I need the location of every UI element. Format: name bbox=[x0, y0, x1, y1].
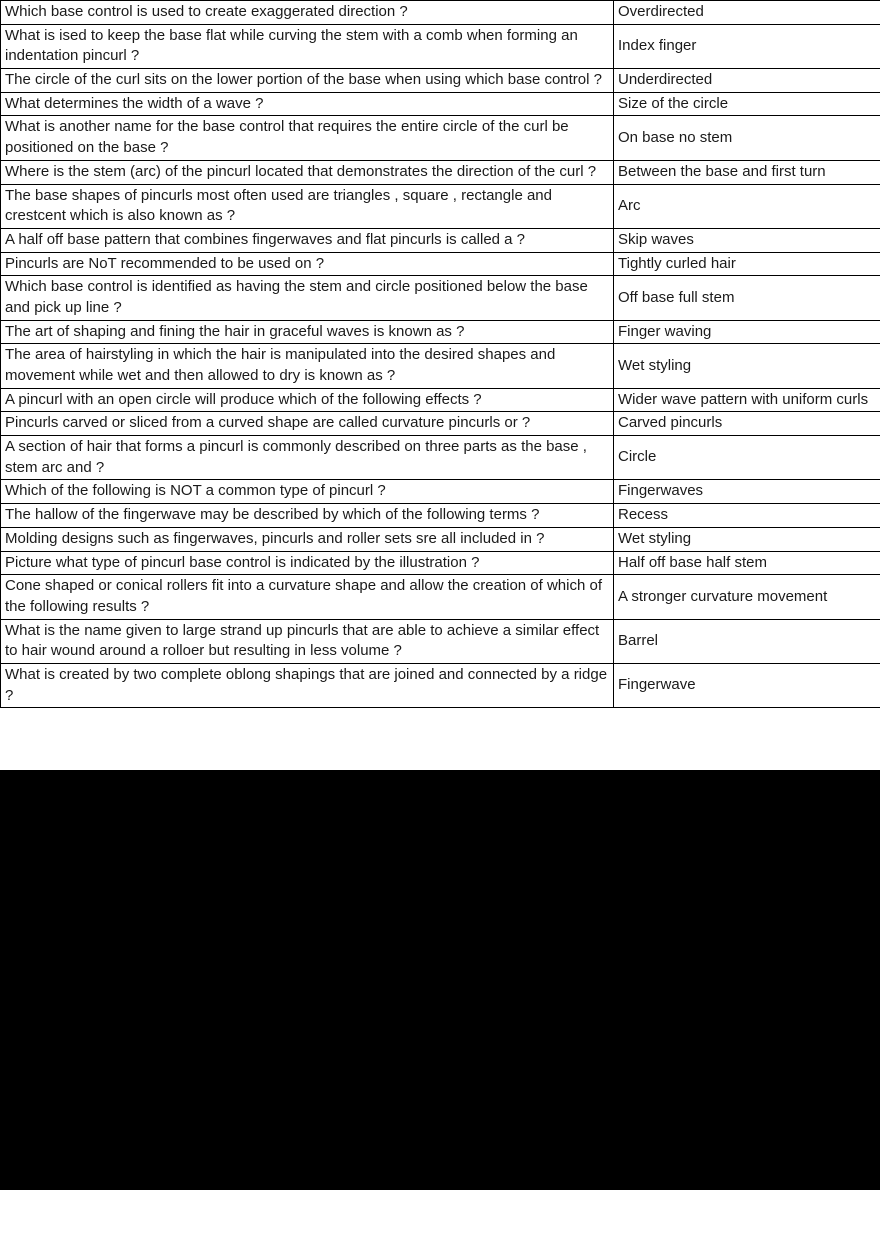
question-cell: Where is the stem (arc) of the pincurl located that demonstrates the direction of the curl ? bbox=[1, 160, 614, 184]
table-row bbox=[1, 252, 880, 276]
answer-cell: Recess bbox=[614, 504, 880, 528]
table-row bbox=[1, 228, 880, 252]
answer-cell: Overdirected bbox=[614, 1, 880, 25]
answer-cell: Skip waves bbox=[614, 228, 880, 252]
answer-cell: Wet styling bbox=[614, 527, 880, 551]
question-cell: Which base control is used to create exaggerated direction ? bbox=[1, 1, 614, 25]
answer-cell: Between the base and first turn bbox=[614, 160, 880, 184]
answer-cell: Circle bbox=[614, 436, 880, 480]
table-row bbox=[1, 527, 880, 551]
question-cell: The hallow of the fingerwave may be described by which of the following terms ? bbox=[1, 504, 614, 528]
table-row bbox=[1, 551, 880, 575]
answer-cell: Half off base half stem bbox=[614, 551, 880, 575]
question-cell: What determines the width of a wave ? bbox=[1, 92, 614, 116]
answer-cell: Off base full stem bbox=[614, 276, 880, 320]
question-cell: The circle of the curl sits on the lower portion of the base when using which base control ? bbox=[1, 69, 614, 93]
answer-cell: Wider wave pattern with uniform curls bbox=[614, 388, 880, 412]
table-row bbox=[1, 320, 880, 344]
question-cell: Which of the following is NOT a common type of pincurl ? bbox=[1, 480, 614, 504]
answer-cell: Tightly curled hair bbox=[614, 252, 880, 276]
answer-cell: Finger waving bbox=[614, 320, 880, 344]
question-cell: A half off base pattern that combines fingerwaves and flat pincurls is called a ? bbox=[1, 228, 614, 252]
question-cell: The art of shaping and fining the hair in graceful waves is known as ? bbox=[1, 320, 614, 344]
qa-table-body bbox=[1, 1, 880, 708]
answer-cell: On base no stem bbox=[614, 116, 880, 160]
answer-cell: Barrel bbox=[614, 619, 880, 663]
table-row bbox=[1, 160, 880, 184]
table-row bbox=[1, 344, 880, 388]
answer-cell: Size of the circle bbox=[614, 92, 880, 116]
answer-cell: Carved pincurls bbox=[614, 412, 880, 436]
table-row bbox=[1, 412, 880, 436]
question-cell: Molding designs such as fingerwaves, pincurls and roller sets sre all included in ? bbox=[1, 527, 614, 551]
answer-cell: A stronger curvature movement bbox=[614, 575, 880, 619]
question-cell: The base shapes of pincurls most often used are triangles , square , rectangle and crestcent which is also known as ? bbox=[1, 184, 614, 228]
question-cell: The area of hairstyling in which the hair is manipulated into the desired shapes and movement while wet and then allowed to dry is known as ? bbox=[1, 344, 614, 388]
table-row bbox=[1, 504, 880, 528]
answer-cell: Arc bbox=[614, 184, 880, 228]
question-cell: Which base control is identified as having the stem and circle positioned below the base and pick up line ? bbox=[1, 276, 614, 320]
answer-cell: Index finger bbox=[614, 24, 880, 68]
question-cell: Pincurls carved or sliced from a curved shape are called curvature pincurls or ? bbox=[1, 412, 614, 436]
table-row bbox=[1, 116, 880, 160]
question-cell: What is another name for the base control that requires the entire circle of the curl be positioned on the base ? bbox=[1, 116, 614, 160]
table-row bbox=[1, 69, 880, 93]
answer-cell: Fingerwaves bbox=[614, 480, 880, 504]
question-cell: Cone shaped or conical rollers fit into a curvature shape and allow the creation of which of the following results ? bbox=[1, 575, 614, 619]
table-row bbox=[1, 92, 880, 116]
table-row bbox=[1, 388, 880, 412]
table-row bbox=[1, 575, 880, 619]
question-cell: What is ised to keep the base flat while curving the stem with a comb when forming an indentation pincurl ? bbox=[1, 24, 614, 68]
question-cell: A section of hair that forms a pincurl is commonly described on three parts as the base , stem arc and ? bbox=[1, 436, 614, 480]
answer-cell: Fingerwave bbox=[614, 663, 880, 707]
table-row bbox=[1, 24, 880, 68]
question-cell: What is created by two complete oblong shapings that are joined and connected by a ridge ? bbox=[1, 663, 614, 707]
table-row bbox=[1, 663, 880, 707]
question-cell: What is the name given to large strand up pincurls that are able to achieve a similar effect to hair wound around a rolloer but resulting in less volume ? bbox=[1, 619, 614, 663]
table-row bbox=[1, 436, 880, 480]
question-cell: Picture what type of pincurl base control is indicated by the illustration ? bbox=[1, 551, 614, 575]
answer-cell: Wet styling bbox=[614, 344, 880, 388]
question-cell: Pincurls are NoT recommended to be used on ? bbox=[1, 252, 614, 276]
table-row bbox=[1, 480, 880, 504]
table-row bbox=[1, 184, 880, 228]
black-area bbox=[0, 770, 880, 1190]
answer-cell: Underdirected bbox=[614, 69, 880, 93]
table-row bbox=[1, 1, 880, 25]
table-row bbox=[1, 619, 880, 663]
question-cell: A pincurl with an open circle will produce which of the following effects ? bbox=[1, 388, 614, 412]
table-row bbox=[1, 276, 880, 320]
